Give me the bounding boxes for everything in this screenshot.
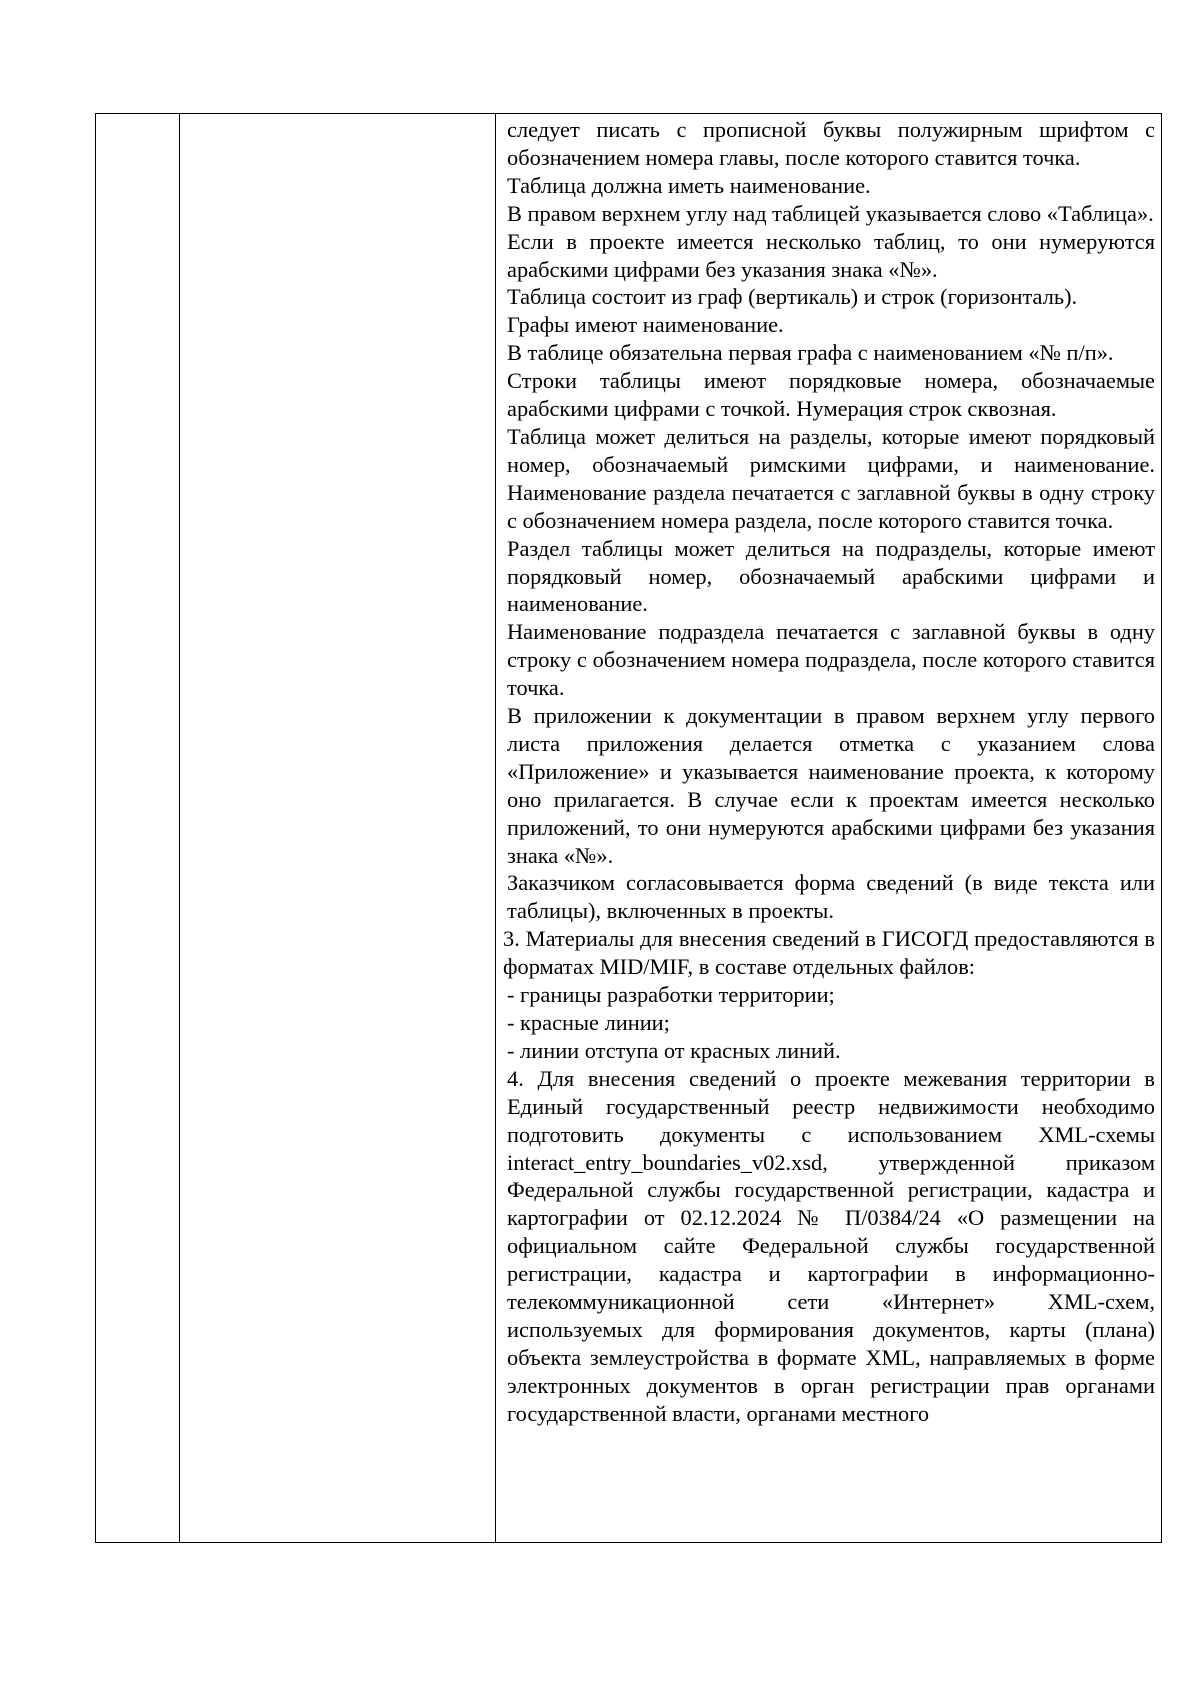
- content-cell: [496, 114, 1162, 1543]
- paragraph: В правом верхнем углу над таблицей указывается слово «Таблица».: [507, 200, 1154, 226]
- paragraph: Если в проекте имеется несколько таблиц, то они нумеруются арабскими цифрами без указания знака «№».: [507, 228, 1155, 282]
- paragraph: 3. Материалы для внесения сведений в ГИСОГД предоставляются в форматах MID/MIF, в составе отдельных файлов:: [503, 926, 1155, 980]
- paragraph: Строки таблицы имеют порядковые номера, обозначаемые арабскими цифрами с точкой. Нумерация строк сквозная.: [507, 368, 1155, 422]
- paragraph: Таблица состоит из граф (вертикаль) и строк (горизонталь).: [507, 284, 1078, 310]
- document-table: [95, 113, 1162, 1543]
- paragraph: Наименование подраздела печатается с заглавной буквы в одну строку с обозначением номера подраздела, после которого ставится точка.: [507, 619, 1155, 701]
- paragraph: следует писать с прописной буквы полужирным шрифтом с обозначением номера главы, после которого ставится точка.: [507, 117, 1155, 170]
- paragraph: Заказчиком согласовывается форма сведений (в виде текста или таблицы), включенных в проекты.: [507, 870, 1155, 924]
- paragraph: Раздел таблицы может делиться на подразделы, которые имеют порядковый номер, обозначаемый арабскими цифрами и наименование.: [507, 535, 1155, 617]
- content-text: [503, 116, 1155, 1428]
- table-row: [96, 114, 1162, 1543]
- list-item: - границы разработки территории;: [507, 982, 835, 1008]
- paragraph: В таблице обязательна первая графа с наименованием «№ п/п».: [507, 340, 1114, 366]
- paragraph: 4. Для внесения сведений о проекте межевания территории в Единый государственный реестр недвижимости необходимо подготовить документы с использованием XML-схемы interact_entry_boundaries_v02.xsd, утвержденной приказом Федеральной службы государственной регистрации, кадастра и картографии от 02.12.2024 № П/0384/24 «О размещении на официальном сайте Федеральной службы государственной регистрации, кадастра и картографии в информационно-телекоммуникационной сети «Интернет» XML-схем, используемых для формирования документов, карты (плана) объекта землеустройства в формате XML, направляемых в форме электронных документов в орган регистрации прав органами государственной власти, органами местного: [507, 1065, 1155, 1426]
- list-item: - линии отступа от красных линий.: [507, 1037, 841, 1063]
- paragraph: В приложении к документации в правом верхнем углу первого листа приложения делается отметка с указанием слова «Приложение» и указывается наименование проекта, к которому оно прилагается. В случае если к проектам имеется несколько приложений, то они нумеруются арабскими цифрами без указания знака «№».: [507, 703, 1155, 868]
- number-cell: [96, 114, 180, 1543]
- paragraph: Таблица должна иметь наименование.: [507, 172, 871, 198]
- paragraph: Таблица может делиться на разделы, которые имеют порядковый номер, обозначаемый римскими цифрами, и наименование. Наименование раздела печатается с заглавной буквы в одну строку с обозначением номера раздела, после которого ставится точка.: [507, 423, 1155, 533]
- list-item: - красные линии;: [507, 1010, 670, 1035]
- paragraph: Графы имеют наименование.: [507, 312, 784, 338]
- section-cell: [180, 114, 496, 1543]
